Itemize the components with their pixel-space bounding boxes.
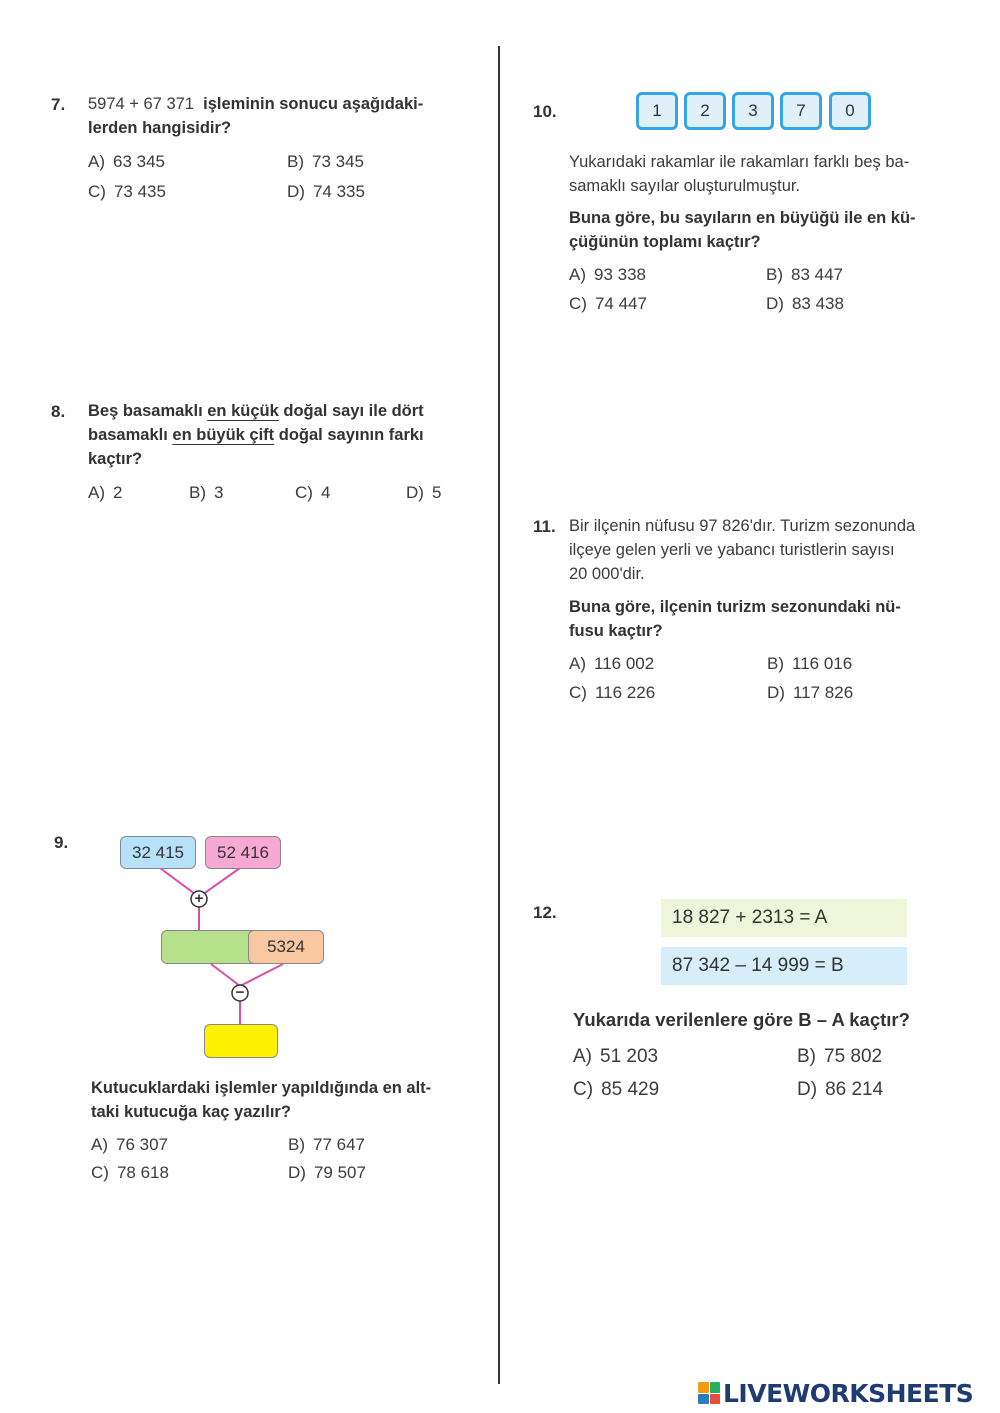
q8-option-c-letter: C) — [295, 483, 313, 502]
q10-option-d[interactable] — [766, 294, 844, 314]
q8-text-1c: doğal sayı ile dört — [283, 402, 424, 420]
q7-option-b-value: 73 345 — [312, 152, 364, 171]
q11-option-c-letter: C) — [569, 683, 587, 702]
q8-option-c-value: 4 — [320, 483, 331, 502]
q10-question — [569, 206, 949, 254]
q10-desc-line1: Yukarıdaki rakamlar ile rakamları farklı beş ba- — [569, 153, 910, 171]
q10-option-a-value: 93 338 — [594, 265, 646, 284]
q11-option-d-letter: D) — [767, 683, 785, 702]
q10-option-d-letter: D) — [766, 294, 784, 313]
q8-underlined-largest-even: en büyük çift — [172, 426, 275, 444]
q11-option-c[interactable] — [569, 683, 655, 703]
q8-option-a-value: 2 — [113, 483, 123, 502]
q10-desc-line2: samaklı sayılar oluşturulmuştur. — [569, 177, 801, 195]
q11-desc-line1: Bir ilçenin nüfusu 97 826'dır. Turizm sezonunda — [569, 517, 916, 535]
q7-stem-line1: işleminin sonucu aşağıdaki- — [203, 95, 424, 113]
q7-number: 7. — [51, 95, 66, 114]
q9-plus-icon: + — [194, 890, 204, 907]
q9-option-a[interactable] — [91, 1135, 168, 1155]
q11-option-d-value: 117 826 — [792, 683, 854, 702]
q12-option-b-letter: B) — [797, 1046, 816, 1067]
q7-option-a-value: 63 345 — [113, 152, 165, 171]
q9-box-52416: 52 416 — [205, 836, 281, 869]
q11-number: 11. — [533, 517, 556, 536]
q10-option-a[interactable] — [569, 265, 646, 285]
q9-option-d-value: 79 507 — [313, 1163, 366, 1182]
q10-description — [569, 150, 949, 198]
q11-desc-line2: ilçeye gelen yerli ve yabancı turistlerin sayısı — [569, 541, 895, 559]
q11-description — [569, 514, 949, 586]
q7-option-d-value: 74 335 — [312, 182, 365, 201]
q11-question-line2: fusu kaçtır? — [569, 622, 663, 640]
q9-option-b-value: 77 647 — [313, 1135, 365, 1154]
q8-number: 8. — [51, 402, 66, 421]
liveworksheets-logo-text: LIVEWORKSHEETS — [723, 1378, 974, 1408]
q9-option-a-letter: A) — [91, 1135, 108, 1154]
q11-option-b[interactable] — [767, 654, 852, 674]
liveworksheets-logo[interactable] — [698, 1377, 973, 1409]
q12-option-a-value: 51 203 — [600, 1046, 659, 1067]
q10-option-b-letter: B) — [766, 265, 783, 284]
q10-option-c-letter: C) — [569, 294, 587, 313]
q11-question — [569, 595, 949, 643]
q7-option-b-letter: B) — [287, 152, 304, 171]
q8-underlined-smallest: en küçük — [207, 402, 279, 420]
q10-question-line2: çüğünün toplamı kaçtır? — [569, 233, 761, 251]
liveworksheets-logo-icon — [698, 1382, 720, 1404]
q8-option-d-letter: D) — [406, 483, 424, 502]
q10-option-a-letter: A) — [569, 265, 586, 284]
q12-option-d-letter: D) — [797, 1079, 818, 1100]
q8-option-a-letter: A) — [88, 483, 105, 502]
q9-stem-line2: taki kutucuğa kaç yazılır? — [91, 1103, 291, 1121]
q9-box-32415: 32 415 — [120, 836, 196, 869]
q12-option-a-letter: A) — [573, 1046, 592, 1067]
q12-option-c[interactable] — [573, 1079, 659, 1101]
q8-text-3: kaçtır? — [88, 450, 143, 468]
q10-number: 10. — [533, 102, 557, 121]
q10-digit-box-3: 3 — [732, 92, 774, 130]
q10-digit-box-5: 0 — [829, 92, 871, 130]
q7-stem-line2: lerden hangisidir? — [88, 119, 232, 137]
q12-option-c-value: 85 429 — [601, 1079, 660, 1100]
q12-equation-b: 87 342 – 14 999 = B — [661, 947, 907, 985]
q7-option-d-letter: D) — [287, 182, 305, 201]
q11-option-d[interactable] — [767, 683, 853, 703]
q9-option-c[interactable] — [91, 1163, 169, 1183]
q10-option-d-value: 83 438 — [791, 294, 844, 313]
q12-question: Yukarıda verilenlere göre B – A kaçtır? — [573, 1009, 910, 1030]
q9-option-b[interactable] — [288, 1135, 365, 1155]
q7-option-c-letter: C) — [88, 182, 106, 201]
q8-text-2c: doğal sayının farkı — [278, 426, 424, 444]
q8-option-b-value: 3 — [214, 483, 224, 502]
q8-option-b-letter: B) — [189, 483, 206, 502]
q11-option-b-value: 116 016 — [792, 654, 853, 673]
q9-option-d-letter: D) — [288, 1163, 306, 1182]
q9-final-answer-box[interactable] — [204, 1024, 278, 1058]
q11-option-a-value: 116 002 — [594, 654, 655, 673]
q9-box-5324: 5324 — [248, 930, 324, 964]
q12-option-d-value: 86 214 — [825, 1079, 884, 1100]
q7-expression: 5974 + 67 371 — [88, 95, 194, 113]
q12-option-b-value: 75 802 — [824, 1046, 883, 1067]
q7-option-c-value: 73 435 — [113, 182, 166, 201]
q10-digit-box-2: 2 — [684, 92, 726, 130]
q11-option-c-value: 116 226 — [594, 683, 656, 702]
q12-option-c-letter: C) — [573, 1079, 594, 1100]
q12-option-a[interactable] — [573, 1046, 658, 1068]
q11-option-a[interactable] — [569, 654, 654, 674]
q9-stem-line1: Kutucuklardaki işlemler yapıldığında en alt- — [91, 1079, 432, 1097]
q9-number: 9. — [54, 833, 69, 852]
q12-equation-a: 18 827 + 2313 = A — [661, 899, 907, 937]
q11-option-a-letter: A) — [569, 654, 586, 673]
q9-option-a-value: 76 307 — [116, 1135, 168, 1154]
q12-number: 12. — [533, 903, 557, 922]
q7-option-a-letter: A) — [88, 152, 105, 171]
q9-option-c-value: 78 618 — [116, 1163, 169, 1182]
q9-minus-icon: − — [235, 984, 245, 1001]
q10-digit-box-1: 1 — [636, 92, 678, 130]
q9-option-b-letter: B) — [288, 1135, 305, 1154]
q11-question-line1: Buna göre, ilçenin turizm sezonundaki nü- — [569, 598, 901, 616]
q12-option-d[interactable] — [797, 1079, 883, 1101]
q8-option-d-value: 5 — [431, 483, 442, 502]
q10-digit-box-4: 7 — [780, 92, 822, 130]
q9-option-d[interactable] — [288, 1163, 366, 1183]
q10-question-line1: Buna göre, bu sayıların en büyüğü ile en kü- — [569, 209, 916, 227]
q10-option-b[interactable] — [766, 265, 843, 285]
q10-option-b-value: 83 447 — [791, 265, 843, 284]
q11-desc-line3: 20 000'dir. — [569, 565, 645, 583]
q8-text-2a: basamaklı — [88, 426, 168, 444]
q8-text-1a: Beş basamaklı — [88, 402, 203, 420]
q12-option-b[interactable] — [797, 1046, 882, 1068]
q10-option-c[interactable] — [569, 294, 647, 314]
q10-option-c-value: 74 447 — [594, 294, 647, 313]
q9-stem — [91, 1076, 486, 1124]
q11-option-b-letter: B) — [767, 654, 784, 673]
q9-option-c-letter: C) — [91, 1163, 109, 1182]
